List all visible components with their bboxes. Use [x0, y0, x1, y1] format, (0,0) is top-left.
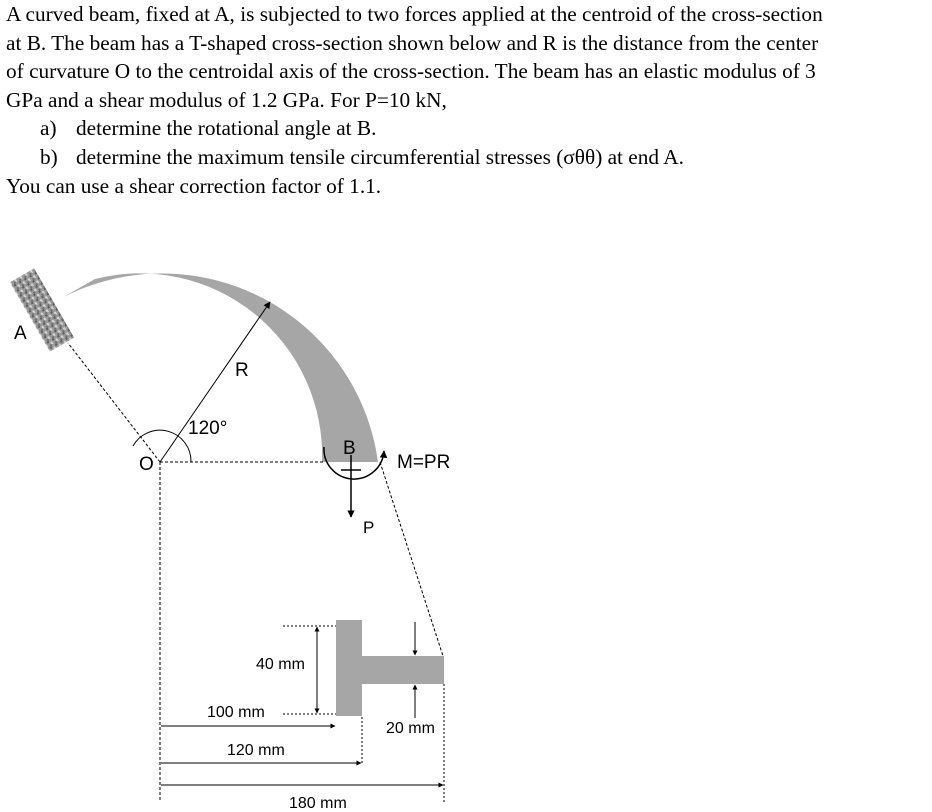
label-dim-40: 40 mm	[256, 656, 305, 673]
problem-line-3: of curvature O to the centroidal axis of the cross-section. The beam has an elastic modulus of 3	[6, 59, 816, 84]
cross-section-web	[336, 620, 362, 716]
label-angle: 120°	[188, 418, 228, 439]
label-R: R	[235, 360, 249, 381]
label-dim-120: 120 mm	[227, 742, 285, 759]
label-O: O	[139, 454, 154, 475]
label-moment: M=PR	[397, 452, 451, 473]
part-b-text-before: determine the maximum tensile circumferential stresses (	[76, 144, 564, 169]
part-a-text: determine the rotational angle at B.	[76, 116, 377, 141]
problem-line-1: A curved beam, fixed at A, is subjected to two forces applied at the centroid of the cross-section	[6, 2, 823, 26]
cross-section-flange	[362, 656, 444, 684]
label-dim-100: 100 mm	[207, 704, 265, 721]
part-a-label: a)	[40, 116, 57, 141]
dashed-line-O-to-A	[68, 343, 160, 462]
problem-line-2: at B. The beam has a T-shaped cross-section shown below and R is the distance from the center	[6, 30, 819, 55]
label-dim-180: 180 mm	[289, 795, 347, 812]
problem-line-4: GPa and a shear modulus of 1.2 GPa. For P=10 kN,	[6, 87, 447, 112]
dashed-B-to-section	[380, 462, 443, 656]
part-b-text-after: ) at end A.	[595, 144, 684, 169]
label-dim-20: 20 mm	[386, 720, 435, 737]
part-b-label: b)	[40, 144, 58, 169]
problem-closing: You can use a shear correction factor of 1.1.	[6, 173, 382, 198]
label-P: P	[363, 518, 375, 537]
label-A: A	[14, 323, 27, 344]
sigma-theta-theta-symbol: σθθ	[563, 144, 596, 169]
label-B: B	[343, 438, 356, 459]
